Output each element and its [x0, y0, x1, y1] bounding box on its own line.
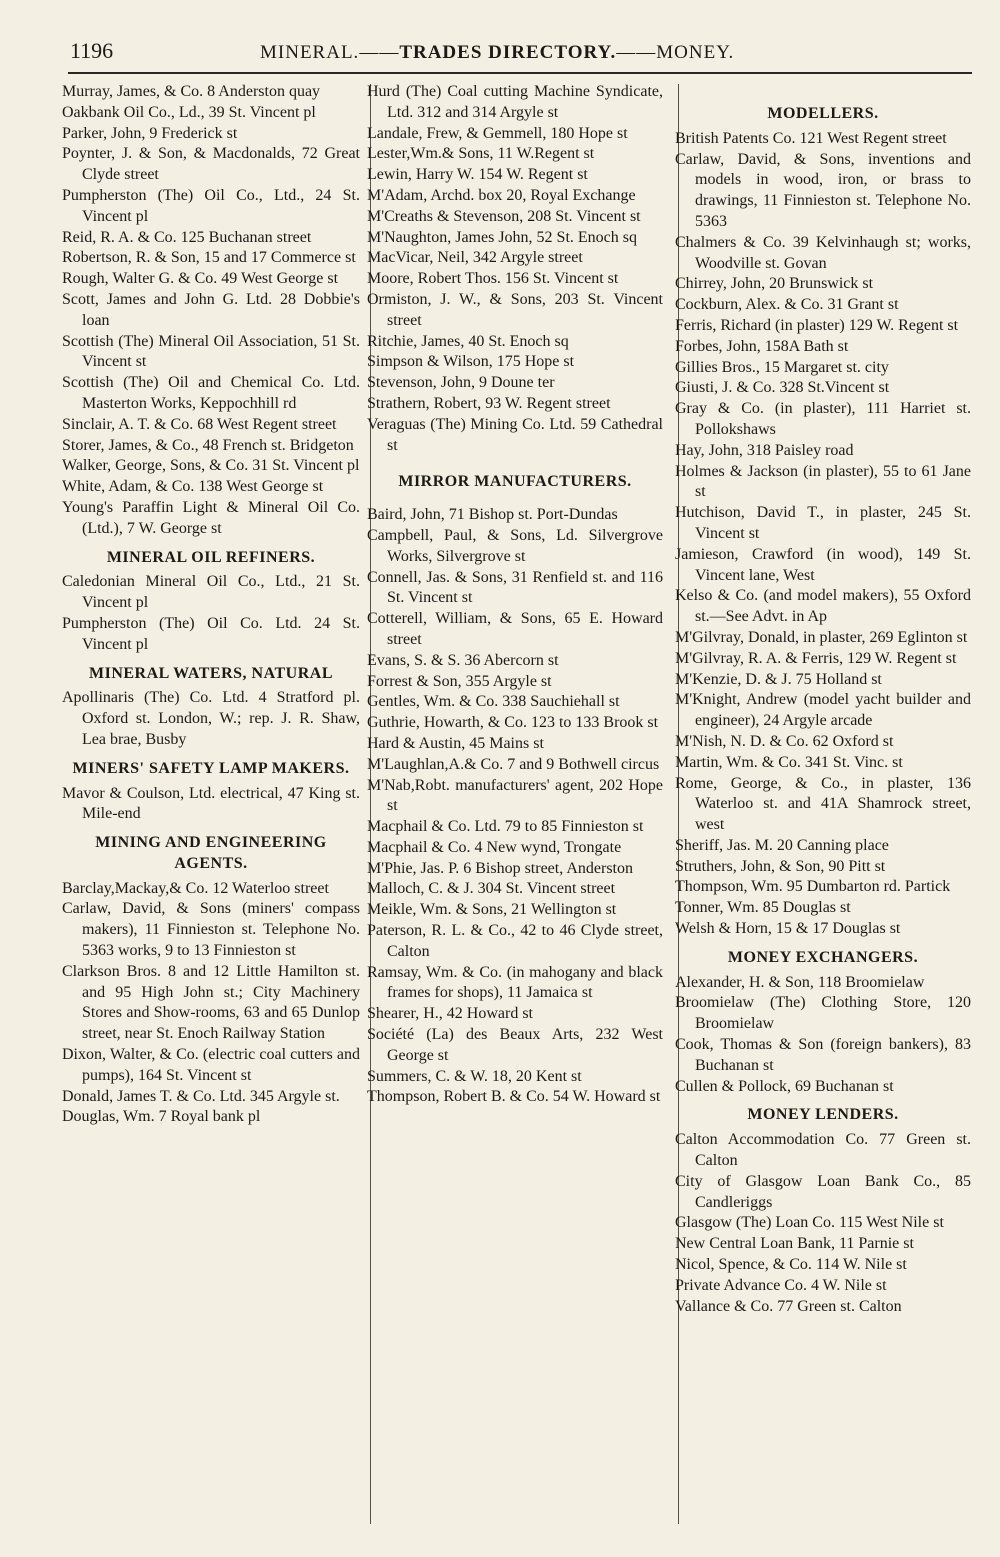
directory-entry: M'Nab,Robt. manufacturers' agent, 202 Hope st — [367, 776, 663, 815]
directory-entry: Walker, George, Sons, & Co. 31 St. Vincent pl — [62, 457, 360, 475]
directory-entry: Clarkson Bros. 8 and 12 Little Hamilton st. and 95 High John st.; City Machinery Stores and Show-rooms, 63 and 65 Dunlop street, near St. Enoch Railway Station — [62, 962, 360, 1043]
page-header — [70, 38, 970, 72]
directory-entry: Scottish (The) Mineral Oil Association, 51 St. Vincent st — [62, 332, 360, 371]
directory-entry: Holmes & Jackson (in plaster), 55 to 61 Jane st — [675, 462, 971, 501]
directory-entry: Macphail & Co. 4 New wynd, Trongate — [367, 838, 622, 856]
directory-entry: M'Adam, Archd. box 20, Royal Exchange — [367, 186, 636, 204]
directory-entry: Scottish (The) Oil and Chemical Co. Ltd. Masterton Works, Keppochhill rd — [62, 374, 360, 412]
directory-entry: Oakbank Oil Co., Ld., 39 St. Vincent pl — [62, 103, 316, 121]
header-rule — [68, 72, 972, 74]
directory-entry: Simpson & Wilson, 175 Hope st — [367, 353, 575, 371]
directory-entry: Apollinaris (The) Co. Ltd. 4 Stratford pl. Oxford st. London, W.; rep. J. R. Shaw, Lea brae, Busby — [62, 689, 360, 748]
running-head-dash-right: —— — [616, 42, 657, 63]
directory-entry: Murray, James, & Co. 8 Anderston quay — [62, 83, 321, 100]
column-2 — [367, 82, 663, 1108]
column-1 — [62, 82, 360, 1128]
directory-entry: Hutchison, David T., in plaster, 245 St. Vincent st — [675, 504, 971, 542]
directory-entry: Moore, Robert Thos. 156 St. Vincent st — [367, 270, 619, 288]
directory-entry: Meikle, Wm. & Sons, 21 Wellington st — [367, 901, 617, 919]
directory-entry: Giusti, J. & Co. 328 St.Vincent st — [675, 379, 890, 397]
directory-entry: Sinclair, A. T. & Co. 68 West Regent street — [62, 415, 337, 433]
directory-entry: Broomielaw (The) Clothing Store, 120 Broomielaw — [675, 994, 971, 1033]
directory-entry: Tonner, Wm. 85 Douglas st — [675, 899, 851, 917]
directory-entry: Thompson, Robert B. & Co. 54 W. Howard st — [367, 1088, 661, 1106]
page-number: 1196 — [70, 38, 114, 63]
directory-entry: Carlaw, David, & Sons, inventions and models in wood, iron, or brass to drawings, 11 Finnieston st. Telephone No. 5363 — [675, 150, 971, 230]
directory-entry: Forrest & Son, 355 Argyle st — [367, 672, 552, 690]
directory-entry: Summers, C. & W. 18, 20 Kent st — [367, 1067, 582, 1085]
section-heading: MODELLERS. — [767, 105, 879, 122]
directory-entry: Nicol, Spence, & Co. 114 W. Nile st — [675, 1256, 907, 1274]
directory-entry: Caledonian Mineral Oil Co., Ltd., 21 St. Vincent pl — [62, 573, 360, 612]
running-head-dash-left: —— — [359, 42, 400, 63]
directory-entry: Campbell, Paul, & Sons, Ld. Silvergrove Works, Silvergrove st — [367, 526, 663, 565]
directory-entry: Landale, Frew, & Gemmell, 180 Hope st — [367, 124, 628, 142]
directory-entry: Connell, Jas. & Sons, 31 Renfield st. and 116 St. Vincent st — [367, 568, 663, 607]
directory-entry: M'Naughton, James John, 52 St. Enoch sq — [367, 228, 637, 246]
section-heading: MINERS' SAFETY LAMP MAKERS. — [72, 759, 350, 777]
directory-entry: M'Creaths & Stevenson, 208 St. Vincent st — [367, 207, 641, 225]
directory-entry: Chalmers & Co. 39 Kelvinhaugh st; works, Woodville st. Govan — [675, 233, 971, 272]
directory-entry: Gray & Co. (in plaster), 111 Harriet st. Pollokshaws — [675, 400, 971, 438]
directory-entry: Guthrie, Howarth, & Co. 123 to 133 Brook st — [367, 714, 659, 732]
directory-entry: Hard & Austin, 45 Mains st — [367, 734, 544, 752]
section-heading: MONEY EXCHANGERS. — [727, 948, 919, 966]
directory-entry: M'Knight, Andrew (model yacht builder and engineer), 24 Argyle arcade — [675, 691, 971, 730]
directory-entry: Baird, John, 71 Bishop st. Port-Dundas — [367, 506, 618, 524]
directory-entry: Chirrey, John, 20 Brunswick st — [675, 275, 874, 293]
running-head-title: TRADES DIRECTORY. — [399, 42, 617, 63]
column-3 — [675, 82, 971, 1317]
directory-entry: Reid, R. A. & Co. 125 Buchanan street — [62, 228, 312, 246]
directory-entry: Forbes, John, 158A Bath st — [675, 337, 849, 355]
section-heading: MIRROR MANUFACTURERS. — [398, 473, 632, 491]
directory-entry: Mavor & Coulson, Ltd. electrical, 47 King st. Mile-end — [62, 784, 360, 823]
directory-entry: Cockburn, Alex. & Co. 31 Grant st — [675, 296, 899, 314]
directory-entry: Hay, John, 318 Paisley road — [675, 441, 854, 459]
directory-entry: Cook, Thomas & Son (foreign bankers), 83 Buchanan st — [675, 1036, 971, 1074]
directory-entry: Scott, James and John G. Ltd. 28 Dobbie's loan — [62, 290, 360, 329]
directory-entry: Dixon, Walter, & Co. (electric coal cutters and pumps), 164 St. Vincent st — [62, 1046, 360, 1084]
directory-entry: M'Kenzie, D. & J. 75 Holland st — [675, 670, 882, 688]
section-heading: MINING AND ENGINEERING AGENTS. — [95, 834, 327, 872]
directory-entry: M'Gilvray, Donald, in plaster, 269 Eglinton st — [675, 628, 968, 646]
directory-entry: Macphail & Co. Ltd. 79 to 85 Finnieston st — [367, 818, 644, 836]
directory-entry: Poynter, J. & Son, & Macdonalds, 72 Great Clyde street — [62, 145, 360, 184]
directory-entry: Cotterell, William, & Sons, 65 E. Howard street — [367, 610, 663, 648]
directory-entry: Private Advance Co. 4 W. Nile st — [675, 1276, 887, 1294]
directory-entry: Alexander, H. & Son, 118 Broomielaw — [675, 973, 925, 991]
directory-entry: Douglas, Wm. 7 Royal bank pl — [62, 1108, 261, 1126]
directory-entry: M'Phie, Jas. P. 6 Bishop street, Anderston — [367, 859, 633, 877]
directory-entry: New Central Loan Bank, 11 Parnie st — [675, 1235, 914, 1253]
directory-entry: Ritchie, James, 40 St. Enoch sq — [367, 332, 569, 350]
directory-entry: Young's Paraffin Light & Mineral Oil Co. (Ltd.), 7 W. George st — [62, 498, 360, 537]
directory-entry: Kelso & Co. (and model makers), 55 Oxford st.—See Advt. in Ap — [675, 587, 971, 626]
directory-entry: British Patents Co. 121 West Regent street — [675, 129, 947, 147]
directory-entry: Sheriff, Jas. M. 20 Canning place — [675, 836, 889, 854]
directory-entry: Hurd (The) Coal cutting Machine Syndicate, Ltd. 312 and 314 Argyle st — [367, 83, 663, 121]
directory-entry: Pumpherston (The) Oil Co., Ltd., 24 St. Vincent pl — [62, 186, 360, 225]
running-head — [260, 42, 734, 64]
directory-entry: White, Adam, & Co. 138 West George st — [62, 478, 324, 496]
directory-entry: Gillies Bros., 15 Margaret st. city — [675, 358, 889, 376]
directory-entry: Jamieson, Crawford (in wood), 149 St. Vincent lane, West — [675, 545, 971, 584]
directory-entry: Pumpherston (The) Oil Co. Ltd. 24 St. Vincent pl — [62, 614, 360, 653]
directory-entry: Parker, John, 9 Frederick st — [62, 124, 238, 142]
directory-entry: Struthers, John, & Son, 90 Pitt st — [675, 857, 886, 875]
section-heading: MONEY LENDERS. — [747, 1106, 899, 1124]
directory-entry: Thompson, Wm. 95 Dumbarton rd. Partick — [675, 878, 951, 896]
directory-entry: Strathern, Robert, 93 W. Regent street — [367, 394, 611, 412]
directory-entry: M'Nish, N. D. & Co. 62 Oxford st — [675, 732, 894, 750]
directory-entry: Cullen & Pollock, 69 Buchanan st — [675, 1077, 894, 1095]
directory-entry: Carlaw, David, & Sons (miners' compass makers), 11 Finnieston st. Telephone No. 5363 works, 9 to 13 Finnieston st — [62, 900, 360, 960]
directory-entry: Welsh & Horn, 15 & 17 Douglas st — [675, 920, 901, 938]
directory-entry: M'Laughlan,A.& Co. 7 and 9 Bothwell circus — [367, 755, 660, 773]
directory-entry: Malloch, C. & J. 304 St. Vincent street — [367, 880, 616, 898]
directory-entry: Shearer, H., 42 Howard st — [367, 1005, 533, 1023]
directory-entry: Société (La) des Beaux Arts, 232 West George st — [367, 1026, 663, 1064]
section-heading: MINERAL WATERS, NATURAL — [89, 664, 333, 682]
directory-entry: Ferris, Richard (in plaster) 129 W. Regent st — [675, 316, 959, 334]
directory-entry: Veraguas (The) Mining Co. Ltd. 59 Cathedral st — [367, 415, 663, 454]
directory-entry: Calton Accommodation Co. 77 Green st. Calton — [675, 1131, 971, 1170]
directory-entry: Stevenson, John, 9 Doune ter — [367, 374, 555, 392]
directory-entry: Storer, James, & Co., 48 French st. Bridgeton — [62, 436, 354, 454]
directory-entry: Barclay,Mackay,& Co. 12 Waterloo street — [62, 879, 329, 897]
running-head-right: MONEY. — [656, 42, 735, 63]
directory-entry: Vallance & Co. 77 Green st. Calton — [675, 1297, 902, 1315]
directory-entry: Paterson, R. L. & Co., 42 to 46 Clyde street, Calton — [367, 922, 663, 960]
running-head-left: MINERAL. — [260, 42, 360, 63]
directory-entry: Glasgow (The) Loan Co. 115 West Nile st — [675, 1214, 944, 1232]
directory-entry: Evans, S. & S. 36 Abercorn st — [367, 651, 559, 669]
directory-entry: Rough, Walter G. & Co. 49 West George st — [62, 270, 339, 288]
directory-entry: City of Glasgow Loan Bank Co., 85 Candleriggs — [675, 1172, 971, 1211]
directory-entry: Gentles, Wm. & Co. 338 Sauchiehall st — [367, 693, 620, 711]
section-heading: MINERAL OIL REFINERS. — [106, 548, 316, 566]
directory-entry: Ormiston, J. W., & Sons, 203 St. Vincent street — [367, 290, 663, 329]
directory-entry: MacVicar, Neil, 342 Argyle street — [367, 249, 583, 267]
directory-entry: Lester,Wm.& Sons, 11 W.Regent st — [367, 145, 595, 163]
directory-entry: Robertson, R. & Son, 15 and 17 Commerce st — [62, 249, 356, 267]
directory-entry: Martin, Wm. & Co. 341 St. Vinc. st — [675, 753, 903, 771]
directory-entry: M'Gilvray, R. A. & Ferris, 129 W. Regent st — [675, 649, 957, 667]
directory-entry: Lewin, Harry W. 154 W. Regent st — [367, 166, 588, 184]
directory-entry: Donald, James T. & Co. Ltd. 345 Argyle st. — [62, 1087, 340, 1105]
directory-entry: Ramsay, Wm. & Co. (in mahogany and black frames for shops), 11 Jamaica st — [367, 963, 663, 1002]
directory-entry: Rome, George, & Co., in plaster, 136 Waterloo st. and 41A Shamrock street, west — [675, 774, 971, 834]
